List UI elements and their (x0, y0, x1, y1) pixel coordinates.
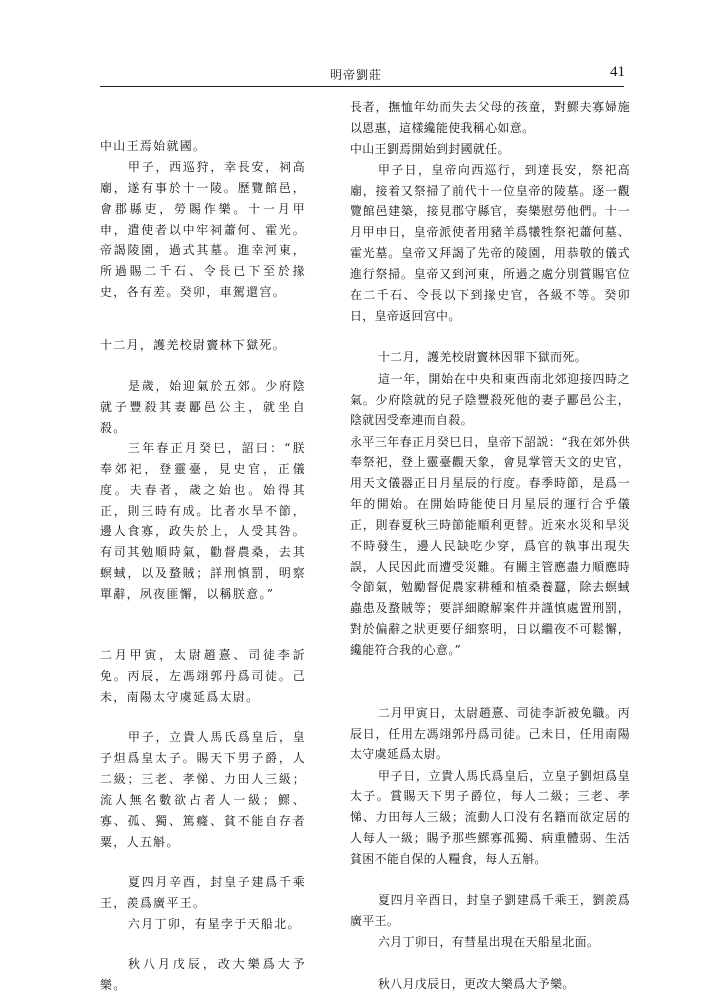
left-paragraph-8: 夏四月辛酉，封皇子建爲千乘王，羨爲廣平王。 (100, 874, 306, 910)
running-title: 明帝劉莊 (330, 68, 383, 82)
right-paragraph-8: 甲子日，立貴人馬氏爲皇后，立皇子劉炟爲皇太子。賞賜天下男子爵位，每人二級；三老、孝悌、力田每人三級；流動人口没有名籍而欲定居的人每人一級；賜予那些鰥寡孤獨、病重體弱、生活貧困不能自保的人糧食，每人五斛。 (350, 768, 630, 866)
right-paragraph-5: 這一年，開始在中央和東西南北郊迎接四時之氣。少府陰就的兒子陰豐殺死他的妻子酈邑公主，陰就因受牽連而自殺。 (350, 371, 630, 428)
right-paragraph-9: 夏四月辛酉日，封皇子劉建爲千乘王，劉羨爲廣平王。 (350, 893, 630, 929)
left-paragraph-4: 是歲，始迎氣於五郊。少府陰就子豐殺其妻酈邑公主，就坐自殺。 (100, 379, 306, 435)
right-paragraph-6: 永平三年春正月癸巳日，皇帝下詔説：“我在郊外供奉祭祀，登上靈臺觀天象，會見掌管天文的史官，用天文儀器正日月星辰的行度。春季時節，是爲一年的開始。在開始時能使日月星辰的運行合乎儀正，則春夏秋三時節能順利更替。近來水災和旱災不時發生，邊人民缺吃少穿，爲官的執事出現失誤，人民因此而遭受災難。有關主管應盡力順應時令節氣，勉勵督促農家耕種和植桑養蠶，除去螟蜮蟲患及蝥賊等；要詳細瞭解案件并謹慎處置刑罰，對於偏辭之狀更要仔細察明，日以繼夜不可鬆懈，纔能符合我的心意。” (350, 434, 630, 657)
right-paragraph-10: 六月丁卯日，有彗星出現在天船星北面。 (378, 935, 600, 950)
page-number: 41 (610, 64, 625, 80)
left-paragraph-1: 中山王焉始就國。 (100, 139, 207, 154)
left-paragraph-2: 甲子，西巡狩，幸長安，祠高廟，遂有事於十一陵。歷覽館邑，會郡縣吏，勞賜作樂。十一月甲申，遣使者以中牢祠蕭何、霍光。帝謁陵園，過式其墓。進幸河東，所過賜二千石、令長已下至於掾史，各有差。癸卯，車駕還宫。 (100, 160, 306, 300)
right-paragraph-7: 二月甲寅日，太尉趙憙、司徒李訢被免職。丙辰日，任用左馮翊郭丹爲司徒。己未日，任用南陽太守虞延爲太尉。 (350, 705, 630, 762)
right-paragraph-11: 秋八月戊辰日，更改大樂爲大予樂。 (378, 976, 575, 991)
left-paragraph-10: 秋八月戊辰，改大樂爲大予樂。 (100, 956, 306, 992)
left-paragraph-3: 十二月，護羌校尉竇林下獄死。 (100, 337, 287, 352)
left-paragraph-5: 三年春正月癸巳，詔曰：“朕奉郊祀，登靈臺，見史官，正儀度。夫春者，歲之始也。始得其正，則三時有成。比者水旱不節，邊人食寡，政失於上，人受其咎。有司其勉順時氣，勸督農桑，去其螟蜮，以及蝥賊；詳刑慎罰，明察單辭，夙夜匪懈，以稱朕意。” (100, 441, 306, 601)
right-paragraph-2: 中山王劉焉開始到封國就任。 (350, 141, 510, 156)
right-paragraph-3: 甲子日，皇帝向西巡行，到達長安，祭祀高廟，接着又祭掃了前代十一位皇帝的陵墓。逐一觀覽館邑建築，接見郡守縣官，奏樂慰勞他們。十一月甲申日，皇帝派使者用豬羊爲犧牲祭祀蕭何墓、霍光墓。皇帝又拜謁了先帝的陵園，用恭敬的儀式進行祭掃。皇帝又到河東，所過之處分別賞賜官位在二千石、令長以下到掾史官，各級不等。癸卯日，皇帝返回宫中。 (350, 162, 630, 323)
right-paragraph-4: 十二月，護羌校尉竇林因罪下獄而死。 (378, 350, 587, 365)
header-rule (100, 86, 624, 87)
left-paragraph-7: 甲子，立貴人馬氏爲皇后，皇子炟爲皇太子。賜天下男子爵，人二級；三老、孝悌、力田人三級；流人無名數欲占者人一級；鰥、寡、孤、獨、篤癃、貧不能自存者粟，人五斛。 (100, 730, 306, 849)
right-paragraph-1: 長者，撫恤年幼而失去父母的孩童，對鰥夫寡婦施以恩惠，這樣纔能使我稱心如意。 (350, 99, 630, 135)
left-paragraph-9: 六月丁卯，有星孛于天船北。 (128, 916, 301, 931)
left-paragraph-6: 二月甲寅，太尉趙憙、司徒李訢免。丙辰，左馮翊郭丹爲司徒。己未，南陽太守虞延爲太尉。 (100, 648, 306, 704)
